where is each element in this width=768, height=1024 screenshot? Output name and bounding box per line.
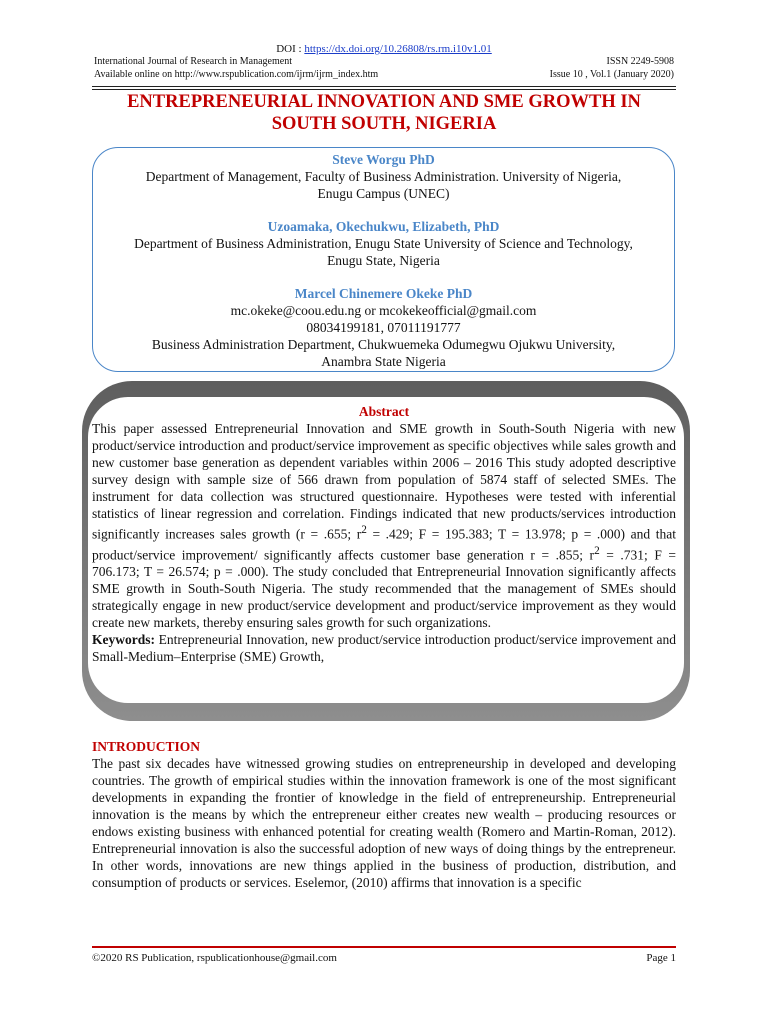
abstract-heading: Abstract [358, 404, 410, 419]
title-line-2: SOUTH SOUTH, NIGERIA [271, 114, 497, 134]
author-3-affiliation-line: Anambra State Nigeria [321, 354, 446, 369]
author-2-affiliation-line: Enugu State, Nigeria [327, 253, 440, 268]
author-1-affiliation-line: Department of Management, Faculty of Business Administration. University of Nigeria, [145, 169, 622, 184]
keywords-label: Keywords: [92, 632, 155, 647]
keywords [92, 631, 676, 665]
author-name-3: Marcel Chinemere Okeke PhD [294, 286, 473, 301]
introduction-section [92, 738, 676, 891]
journal-name: International Journal of Research in Management [94, 56, 292, 67]
author-3-affiliation-line: Business Administration Department, Chukwuemeka Odumegwu Ojukwu University, [151, 337, 616, 352]
page-footer [92, 952, 676, 964]
doi-line [0, 43, 768, 55]
authors-block [92, 151, 675, 370]
header-double-rule [92, 86, 676, 90]
abstract-body: This paper assessed Entrepreneurial Innovation and SME growth in South-South Nigeria with new product/service introduction and product/service improvement as specific objectives while sales growth and new customer base generation as dependent variables within 2006 – 2016 This study adopted descriptive survey design with sample size of 566 drawn from population of 5874 staff of selected SMEs. The instrument for data collection was structured questionnaire. Hypotheses were tested with inferential statistics of linear regression and correlation. Findings indicated that new products/services introduction significantly increases sales growth (r = .655; $r^2 = .429$; F = 195.383; T = 13.978; p = .000) and that product/service improvement/ significantly affects customer base generation r = .855; $r^2 = .731$; F = 706.173; T = 26.574; p = .000). The study concluded that Entrepreneurial Innovation significantly affects SME growth in South-South Nigeria. The study recommended that the management of SMEs should strategically engage in new product/service development and product/service improvement as they would create new markets, thereby ensuring sales growth for such organizations. [92, 421, 676, 630]
author-2-affiliation-line: Department of Business Administration, Enugu State University of Science and Technology, [134, 236, 633, 251]
author-3-email: mc.okeke@coou.edu.ng or mcokekeofficial@gmail.com [230, 303, 537, 318]
author-name-2: Uzoamaka, Okechukwu, Elizabeth, PhD [267, 219, 500, 234]
running-header-bottom [94, 69, 674, 80]
availability-link[interactable]: Available online on http://www.rspublication.com/ijrm/ijrm_index.htm [94, 69, 379, 80]
abstract-section [92, 403, 676, 665]
author-1-affiliation-line: Enugu Campus (UNEC) [317, 186, 450, 201]
author-3-phone: 08034199181, 07011191777 [306, 320, 461, 335]
title-line-1: ENTREPRENEURIAL INNOVATION AND SME GROWTH IN [127, 92, 641, 112]
doi-label: DOI : [276, 43, 302, 55]
footer-rule [92, 946, 676, 948]
footer-copyright: ©2020 RS Publication, rspublicationhouse@gmail.com [92, 952, 337, 964]
page-number: Page 1 [646, 952, 676, 964]
issn: ISSN 2249-5908 [606, 56, 674, 67]
doi-link[interactable]: https://dx.doi.org/10.26808/rs.rm.i10v1.01 [304, 43, 492, 55]
introduction-body: The past six decades have witnessed growing studies on entrepreneurship in developed and developing countries. The growth of empirical studies within the innovation framework is one of the most significant developments in expanding the frontier of knowledge in the field of entrepreneurship. Entrepreneurial innovation is the means by which the entrepreneur either creates new wealth – producing resources or endows existing business with enhanced potential for creating wealth (Romero and Martin-Roman, 2012). Entrepreneurial innovation is also the successful adoption of new ways of doing things by the entrepreneur. In other words, innovations are new things applied in the business of production, distribution, and consumption of products or services. Eselemor, (2010) affirms that innovation is a specific [92, 756, 676, 890]
running-header-top [94, 56, 674, 67]
paper-title [60, 91, 708, 135]
keywords-text: Entrepreneurial Innovation, new product/service introduction product/service improvement and Small-Medium–Enterprise (SME) Growth, [92, 632, 676, 664]
introduction-heading: INTRODUCTION [92, 739, 201, 754]
issue-info: Issue 10 , Vol.1 (January 2020) [549, 69, 674, 80]
author-name-1: Steve Worgu PhD [332, 152, 435, 167]
